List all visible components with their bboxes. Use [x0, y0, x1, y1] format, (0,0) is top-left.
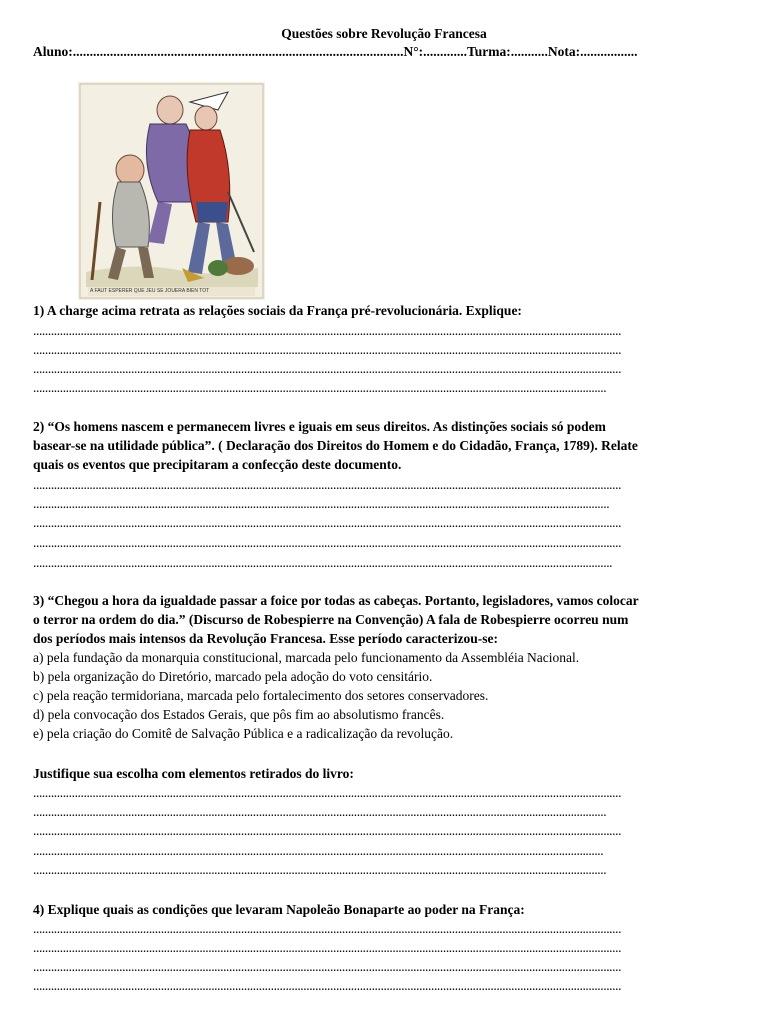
option-b[interactable]: b) pela organização do Diretório, marcado pela adoção do voto censitário. [33, 669, 433, 684]
answer-line[interactable]: ...................................................................................................................................................................................................... [33, 978, 622, 993]
question-2-prompt: 2) “Os homens nascem e permanecem livres e iguais em seus direitos. As distinções sociais só podem [33, 419, 606, 434]
answer-line[interactable]: ................................................................................................................................................................................................. [33, 380, 607, 395]
answer-line[interactable]: ...................................................................................................................................................................................................... [33, 959, 622, 974]
answer-line[interactable]: ................................................................................................................................................................................................ [33, 843, 604, 858]
satirical-cartoon-image [78, 82, 265, 300]
cartoon-caption: A FAUT ESPERER QUE JEU SE JOUERA BIEN TOT [90, 288, 210, 294]
option-a[interactable]: a) pela fundação da monarquia constitucional, marcada pelo funcionamento da Assembléia Nacional. [33, 650, 580, 665]
answer-line[interactable]: ...................................................................................................................................................................................................... [33, 323, 622, 338]
question-4-prompt: 4) Explique quais as condições que levaram Napoleão Bonaparte ao poder na França: [33, 902, 525, 917]
answer-line[interactable]: ...................................................................................................................................................................................................... [33, 823, 622, 838]
answer-line[interactable]: ...................................................................................................................................................................................................... [33, 342, 622, 357]
option-c[interactable]: c) pela reação termidoriana, marcada pelo fortalecimento dos setores conservadores. [33, 688, 489, 703]
question-2-prompt: quais os eventos que precipitaram a confecção deste documento. [33, 457, 402, 472]
question-1-prompt: 1) A charge acima retrata as relações sociais da França pré-revolucionária. Explique: [33, 303, 522, 318]
question-3-prompt: dos períodos mais intensos da Revolução Francesa. Esse período caracterizou-se: [33, 631, 498, 646]
question-3-prompt: 3) “Chegou a hora da igualdade passar a foice por todas as cabeças. Portanto, legisladores, vamos colocar [33, 593, 639, 608]
answer-line[interactable]: ...................................................................................................................................................................................................... [33, 785, 622, 800]
answer-line[interactable]: ...................................................................................................................................................................................................... [33, 535, 622, 550]
answer-line[interactable]: ................................................................................................................................................................................................. [33, 804, 607, 819]
answer-line[interactable]: ...................................................................................................................................................................................................... [33, 477, 622, 492]
answer-line[interactable]: ...................................................................................................................................................................................................... [33, 361, 622, 376]
question-2-prompt: basear-se na utilidade pública”. ( Declaração dos Direitos do Homem e do Cidadão, França, 1789). Relate [33, 438, 638, 453]
answer-line[interactable]: .................................................................................................................................................................................................. [33, 496, 610, 511]
answer-line[interactable]: ................................................................................................................................................................................................... [33, 555, 613, 570]
option-e[interactable]: e) pela criação do Comitê de Salvação Pública e a radicalização da revolução. [33, 726, 454, 741]
justify-prompt: Justifique sua escolha com elementos retirados do livro: [33, 766, 354, 781]
student-info-line: Aluno:..................................................................................................N°:.............Turma:...........Nota:................. [33, 44, 638, 59]
question-3-prompt: o terror na ordem do dia.” (Discurso de Robespierre na Convenção) A fala de Robespierre ocorreu num [33, 612, 629, 627]
answer-line[interactable]: ...................................................................................................................................................................................................... [33, 940, 622, 955]
page-title: Questões sobre Revolução Francesa [281, 26, 487, 41]
answer-line[interactable]: ................................................................................................................................................................................................. [33, 862, 607, 877]
answer-line[interactable]: ...................................................................................................................................................................................................... [33, 515, 622, 530]
option-d[interactable]: d) pela convocação dos Estados Gerais, que pôs fim ao absolutismo francês. [33, 707, 445, 722]
answer-line[interactable]: ...................................................................................................................................................................................................... [33, 921, 622, 936]
